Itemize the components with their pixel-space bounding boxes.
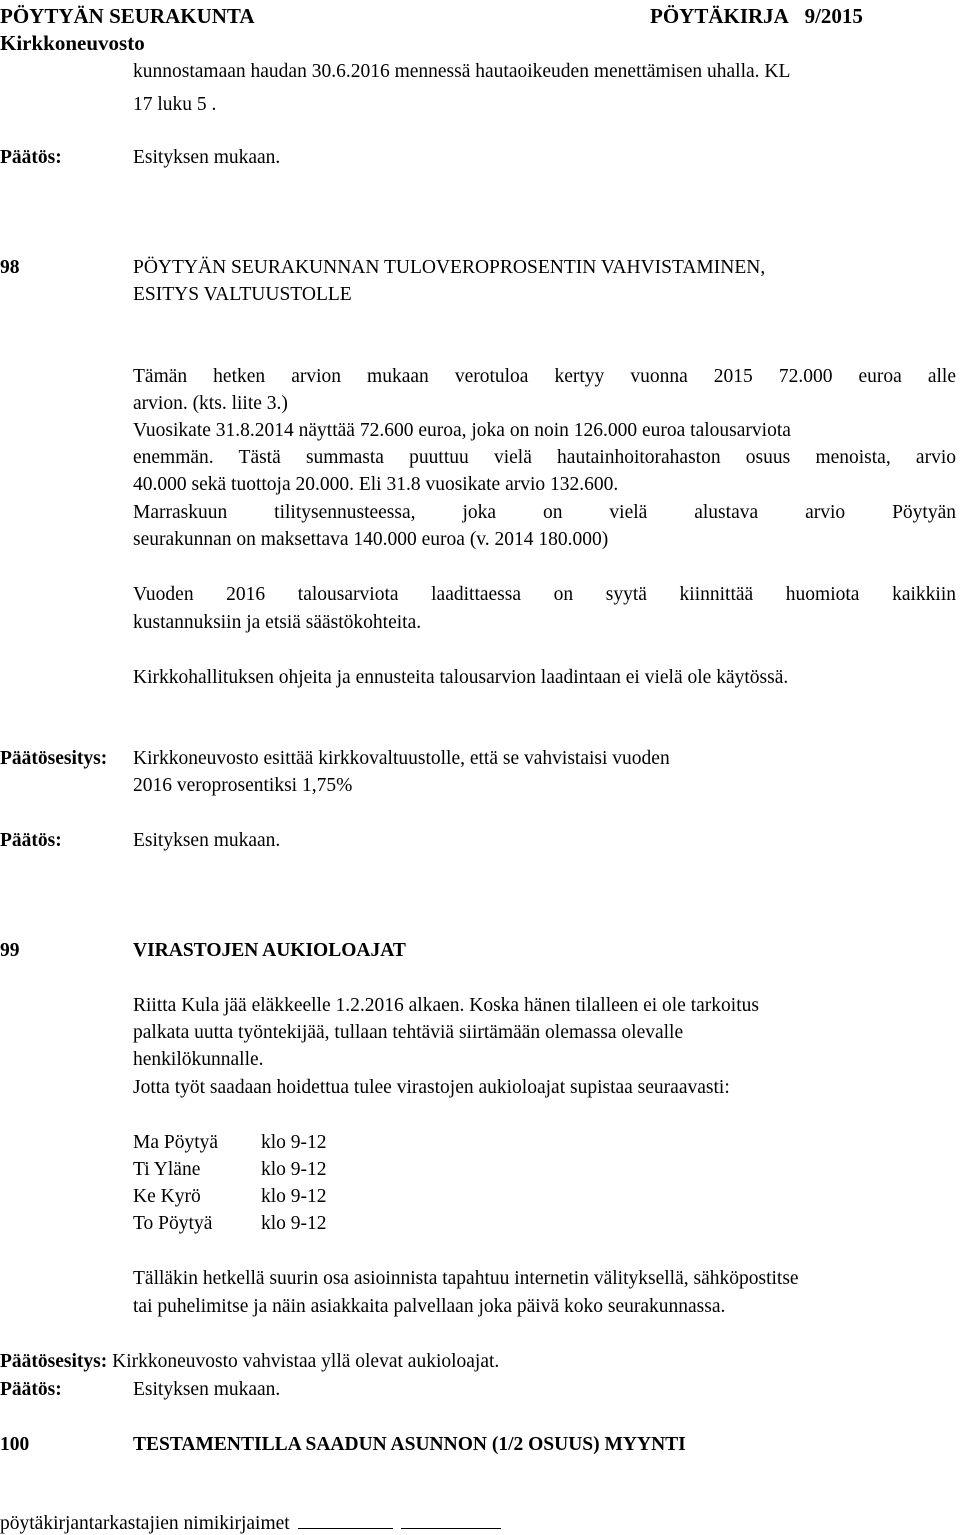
s98-p1-line-1: Tämän hetken arvion mukaan verotuloa kertyy vuonna 2015 72.000 euroa alle xyxy=(133,366,956,387)
footer-initials xyxy=(0,1514,501,1534)
hours-time-4: klo 9-12 xyxy=(261,1213,327,1234)
s98-proposal-label: Päätösesitys: xyxy=(0,748,108,769)
s98-decision-text: Esityksen mukaan. xyxy=(133,830,281,851)
minutes-issue: 9/2015 xyxy=(804,4,863,28)
hours-day-1: Ma Pöytyä xyxy=(133,1132,219,1153)
s98-p3: Kirkkohallituksen ohjeita ja ennusteita talousarvion laadintaan ei vielä ole käytössä. xyxy=(133,667,789,688)
s98-proposal-text-1: Kirkkoneuvosto esittää kirkkovaltuustolle, että se vahvistaisi vuoden xyxy=(133,748,670,769)
s99-p1-line-3: henkilökunnalle. xyxy=(133,1049,264,1070)
s99-p2-line-1: Tälläkin hetkellä suurin osa asioinnista tapahtuu internetin välityksellä, sähköpostitse xyxy=(133,1268,799,1289)
hours-day-2: Ti Yläne xyxy=(133,1159,201,1180)
s98-decision-label: Päätös: xyxy=(0,830,62,851)
s99-decision-label: Päätös: xyxy=(0,1379,62,1400)
initials-label: pöytäkirjantarkastajien nimikirjaimet xyxy=(0,1513,290,1534)
s99-decision-text: Esityksen mukaan. xyxy=(133,1379,281,1400)
section-98-title-1: PÖYTYÄN SEURAKUNNAN TULOVEROPROSENTIN VAHVISTAMINEN, xyxy=(133,257,766,278)
intro-line-2: 17 luku 5 . xyxy=(133,94,217,115)
s99-p1-line-1: Riitta Kula jää eläkkeelle 1.2.2016 alkaen. Koska hänen tilalleen ei ole tarkoitus xyxy=(133,995,759,1016)
hours-time-2: klo 9-12 xyxy=(261,1159,327,1180)
section-99-title: VIRASTOJEN AUKIOLOAJAT xyxy=(133,940,406,961)
s98-p1-line-7: seurakunnan on maksettava 140.000 euroa (v. 2014 180.000) xyxy=(133,529,609,550)
hours-day-4: To Pöytyä xyxy=(133,1213,213,1234)
intro-line-1: kunnostamaan haudan 30.6.2016 mennessä hautaoikeuden menettämisen uhalla. KL xyxy=(133,61,791,82)
section-99-number: 99 xyxy=(0,940,20,961)
hours-day-3: Ke Kyrö xyxy=(133,1186,201,1207)
s98-p2-line-2: kustannuksiin ja etsiä säästökohteita. xyxy=(133,612,422,633)
decision-label: Päätös: xyxy=(0,147,62,168)
section-98-title-2: ESITYS VALTUUSTOLLE xyxy=(133,284,352,305)
document-title: PÖYTYÄN SEURAKUNTA xyxy=(0,4,255,28)
minutes-label xyxy=(650,6,863,27)
section-98-number: 98 xyxy=(0,257,20,278)
minutes-title: PÖYTÄKIRJA xyxy=(650,4,789,28)
s98-proposal-text-2: 2016 veroprosentiksi 1,75% xyxy=(133,775,353,796)
s98-p1-line-6: Marraskuun tilitysennusteessa, joka on vielä alustava arvio Pöytyän xyxy=(133,502,956,523)
s98-p1-line-3: Vuosikate 31.8.2014 näyttää 72.600 euroa, joka on noin 126.000 euroa talousarviota xyxy=(133,420,791,441)
s98-p1-line-4: enemmän. Tästä summasta puuttuu vielä hautainhoitorahaston osuus menoista, arvio xyxy=(133,447,956,468)
decision-text: Esityksen mukaan. xyxy=(133,147,281,168)
s99-p1-line-4: Jotta työt saadaan hoidettua tulee virastojen aukioloajat supistaa seuraavasti: xyxy=(133,1077,730,1098)
s99-proposal-text: Kirkkoneuvosto vahvistaa yllä olevat aukioloajat. xyxy=(112,1351,500,1372)
organ-name: Kirkkoneuvosto xyxy=(0,31,145,55)
s98-p1-line-2: arvion. (kts. liite 3.) xyxy=(133,393,288,414)
s98-p2-line-1: Vuoden 2016 talousarviota laadittaessa on syytä kiinnittää huomiota kaikkiin xyxy=(133,584,956,605)
initials-line-2 xyxy=(401,1518,501,1529)
s99-p2-line-2: tai puhelimitse ja näin asiakkaita palvellaan joka päivä koko seurakunnassa. xyxy=(133,1296,726,1317)
hours-time-3: klo 9-12 xyxy=(261,1186,327,1207)
section-100-number: 100 xyxy=(0,1434,30,1455)
section-100-title: TESTAMENTILLA SAADUN ASUNNON (1/2 OSUUS) MYYNTI xyxy=(133,1434,686,1455)
s98-p1-line-5: 40.000 sekä tuottoja 20.000. Eli 31.8 vuosikate arvio 132.600. xyxy=(133,474,619,495)
s99-p1-line-2: palkata uutta työntekijää, tullaan tehtäviä siirtämään olemassa olevalle xyxy=(133,1022,684,1043)
initials-line-1 xyxy=(298,1518,393,1529)
hours-time-1: klo 9-12 xyxy=(261,1132,327,1153)
s99-proposal xyxy=(0,1352,499,1372)
s99-proposal-label: Päätösesitys: xyxy=(0,1351,108,1372)
